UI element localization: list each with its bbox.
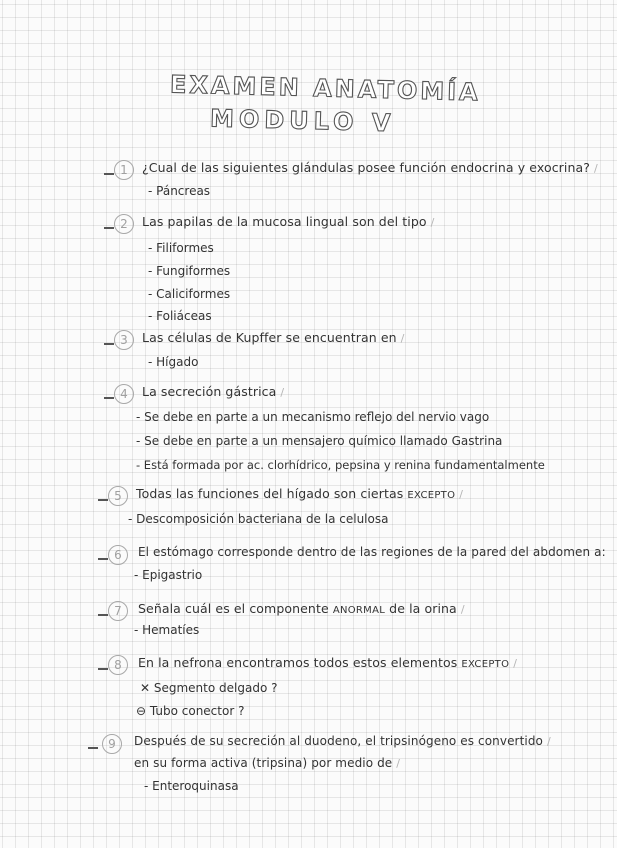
answer-item: - Filiformes [148, 241, 214, 255]
question-number: 5 [108, 486, 128, 506]
question-text-main: Señala cuál es el componente [138, 601, 329, 616]
answer-item: - Enteroquinasa [144, 779, 239, 793]
check-mark-icon: / [546, 735, 551, 748]
question-text-main: Después de su secreción al duodeno, el tripsinógeno es convertido [134, 734, 543, 748]
check-mark-icon: / [430, 216, 435, 229]
question-number: 6 [108, 545, 128, 565]
question-text-caps: EXCEPTO [461, 659, 510, 670]
question-text-after: de la orina [389, 601, 457, 616]
check-mark-icon: / [594, 162, 598, 175]
bullet-dash [104, 397, 114, 399]
bullet-dash [98, 558, 108, 560]
answer-item: ✕ Segmento delgado ? [140, 681, 278, 695]
bullet-dash [98, 668, 108, 670]
question-text [142, 160, 598, 175]
question-text-main: Las células de Kupffer se encuentran en [142, 330, 397, 345]
question-text-line2 [134, 756, 400, 770]
question-number: 8 [108, 655, 128, 675]
question-text [138, 655, 517, 670]
question-text-main: Todas las funciones del hígado son ciertas [136, 486, 404, 501]
question-text-cont: en su forma activa (tripsina) por medio de [134, 756, 393, 770]
answer-item: - Se debe en parte a un mensajero químico llamado Gastrina [136, 434, 503, 448]
question-text-main: Las papilas de la mucosa lingual son del tipo [142, 214, 427, 229]
check-mark-icon: / [513, 657, 518, 670]
answer-item: ⊖ Tubo conector ? [136, 704, 245, 718]
question-text [134, 734, 551, 748]
bullet-dash [88, 747, 98, 749]
question-number: 9 [102, 734, 122, 754]
question-text [138, 601, 465, 616]
answer-item: - Se debe en parte a un mecanismo reflejo del nervio vago [136, 410, 490, 424]
answer-item: - Foliáceas [148, 309, 212, 323]
question-text-caps: ANORMAL [332, 605, 386, 616]
question-text [138, 545, 606, 559]
check-mark-icon: / [459, 488, 464, 501]
check-mark-icon: / [460, 603, 465, 616]
answer-item: - Está formada por ac. clorhídrico, pepsina y renina fundamentalmente [136, 458, 545, 472]
question-number: 4 [114, 384, 134, 404]
question-text-main: La secreción gástrica [142, 384, 277, 399]
question-text-main: En la nefrona encontramos todos estos elementos [138, 655, 458, 670]
check-mark-icon: / [280, 386, 285, 399]
check-mark-icon: / [396, 757, 401, 770]
question-text [142, 330, 404, 345]
question-number: 1 [114, 160, 134, 180]
answer-item: - Descomposición bacteriana de la celulosa [128, 512, 389, 526]
bullet-dash [104, 343, 114, 345]
answer-item: - Hígado [148, 355, 199, 369]
question-text [142, 384, 284, 399]
answer-item: - Hematíes [134, 623, 200, 637]
question-text [136, 486, 463, 501]
question-text-caps: EXCEPTO [407, 490, 456, 501]
bullet-dash [104, 227, 114, 229]
question-text-main: El estómago corresponde dentro de las regiones de la pared del abdomen a: [138, 545, 606, 559]
question-text [142, 214, 434, 229]
module-title: MODULO V [209, 104, 396, 138]
answer-item: - Fungiformes [148, 264, 231, 278]
question-text-main: ¿Cual de las siguientes glándulas posee función endocrina y exocrina? [142, 160, 591, 175]
answer-item: - Caliciformes [148, 287, 231, 301]
check-mark-icon: / [400, 332, 405, 345]
answer-item: - Epigastrio [134, 568, 203, 582]
answer-item: - Páncreas [148, 184, 211, 198]
bullet-dash [98, 614, 108, 616]
exam-title: EXAMEN ANATOMÍA [169, 70, 482, 107]
question-number: 3 [114, 330, 134, 350]
question-number: 2 [114, 214, 134, 234]
bullet-dash [98, 499, 108, 501]
question-number: 7 [108, 601, 128, 621]
bullet-dash [104, 173, 114, 175]
